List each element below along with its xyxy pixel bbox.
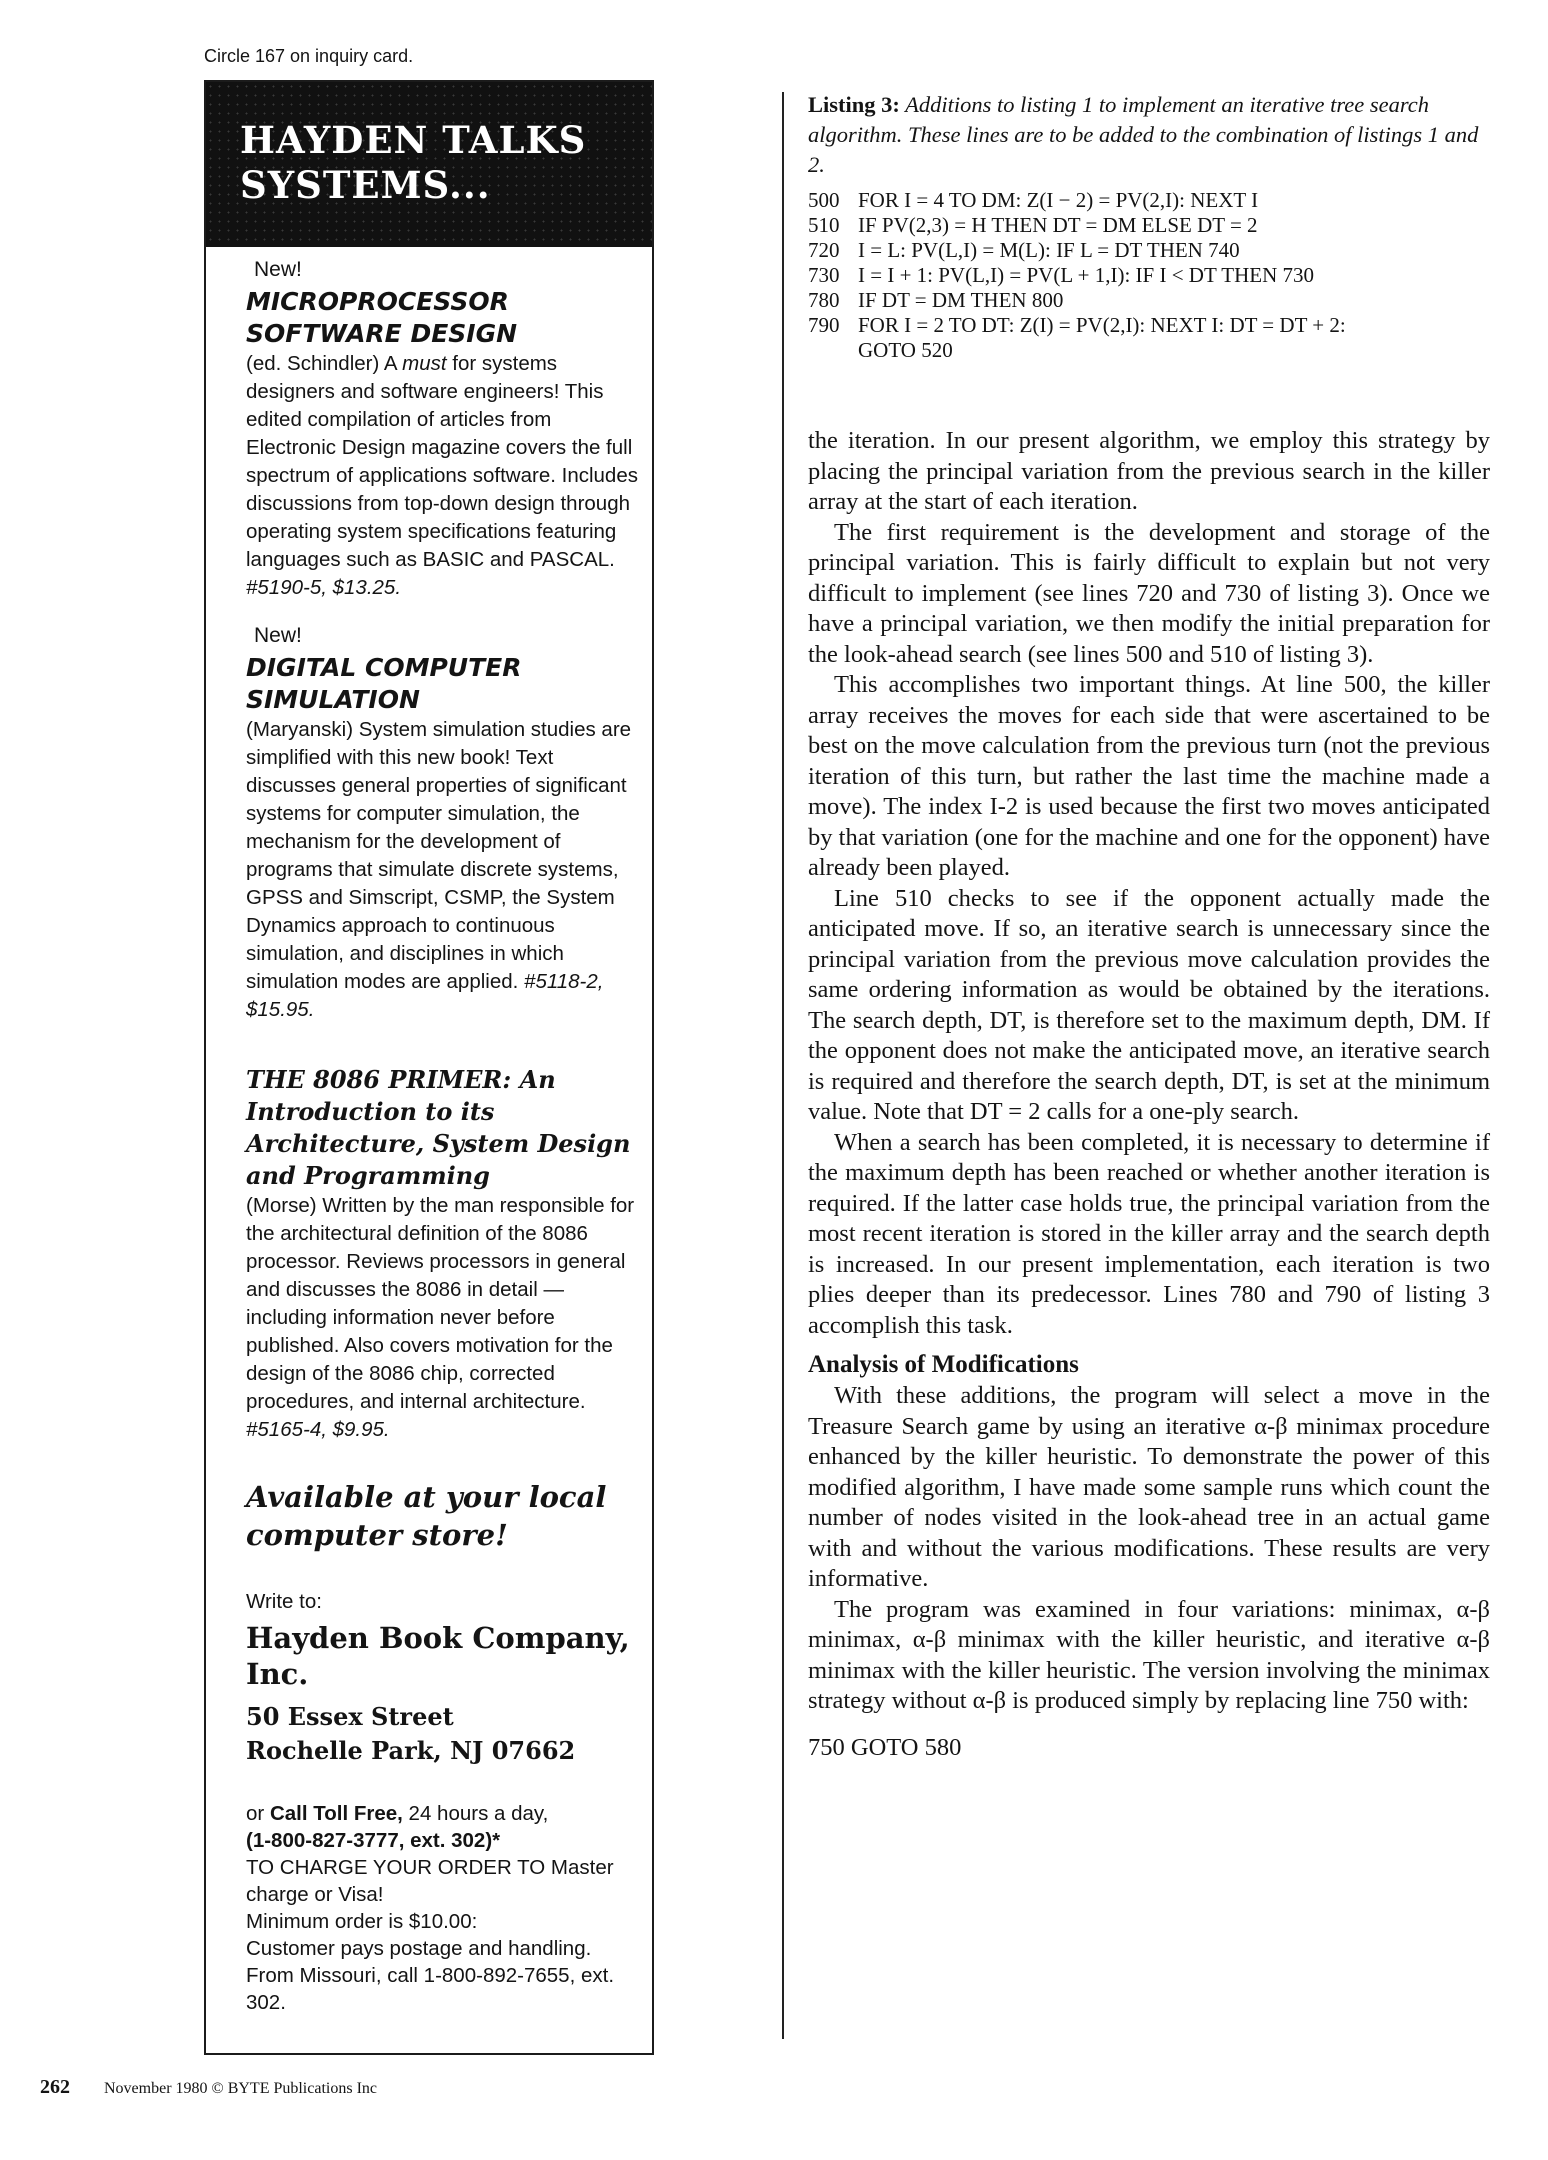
line-code: I = I + 1: PV(L,I) = PV(L + 1,I): IF I < DT THEN 730 <box>858 263 1315 287</box>
line-number: 790 <box>808 313 840 337</box>
book-description: (ed. Schindler) A must for systems designers and software engineers! This edited compilation of articles from Electronic Design magazine covers the full spectrum of applications software. Includes discussions from top-down design through operating system specifications featuring languages such as BASIC and PASCAL. #5190-5, $13.25. <box>246 352 638 599</box>
code-statement: 750 GOTO 580 <box>808 1733 962 1761</box>
code-line <box>808 188 1498 213</box>
book-description: (Morse) Written by the man responsible for the architectural definition of the 8086 processor. Reviews processors in general and discusses the 8086 in detail — including information never before published. Also covers motivation for the design of the 8086 chip, corrected procedures, and internal architecture. #5165-4, $9.95. <box>246 1194 635 1441</box>
line-number: 730 <box>808 263 840 287</box>
line-code: FOR I = 2 TO DT: Z(I) = PV(2,I): NEXT I: DT = DT + 2: <box>858 313 1346 337</box>
line-code: IF PV(2,3) = H THEN DT = DM ELSE DT = 2 <box>858 213 1258 237</box>
paragraph: the iteration. In our present algorithm, we employ this strategy by placing the principal variation from the previous search in the killer array at the start of each iteration. <box>808 427 1490 515</box>
book-8086-primer <box>246 1064 646 1444</box>
paragraph: Line 510 checks to see if the opponent actually made the anticipated move. If so, an iterative search is unnecessary since the principal variation from the previous move calculation provides the same ordering information as would be obtained by the iterations. The search depth, DT, is therefore set to the maximum depth, DM. If the opponent does not make the anticipated move, an iterative search is required and therefore the search depth, DT, is set at the minimum value. Note that DT = 2 calls for a one-ply search. <box>808 884 1490 1125</box>
inquiry-card-note: Circle 167 on inquiry card. <box>204 46 414 66</box>
new-label: New! <box>254 258 302 281</box>
book-microprocessor-software-design <box>246 258 646 602</box>
page-footer <box>40 2076 377 2099</box>
article-text <box>808 426 1490 1763</box>
line-code: IF DT = DM THEN 800 <box>858 288 1064 312</box>
order-info: or Call Toll Free, 24 hours a day, (1-800-827-3777, ext. 302)* TO CHARGE YOUR ORDER TO Master charge or Visa! Minimum order is $10.00: Customer pays postage and handling. From Missouri, call 1-800-892-7655, ext. 302. <box>246 1802 615 2014</box>
line-number: 720 <box>808 238 840 262</box>
book-price: #5190-5, $13.25. <box>246 576 402 599</box>
publisher-name: Hayden Book Company, Inc. <box>246 1621 630 1691</box>
code-line <box>808 313 1498 338</box>
paragraph: The program was examined in four variations: minimax, α-β minimax, α-β minimax with the killer heuristic, and iterative α-β minimax with the killer heuristic. The version involving the minimax strategy without α-β is produced simply by replacing line 750 with: <box>808 1595 1490 1714</box>
page-number: 262 <box>40 2076 70 2098</box>
ad-body <box>246 246 646 2016</box>
paragraph: When a search has been completed, it is necessary to determine if the maximum depth has been reached or whether another iteration is required. If the latter case holds true, the principal variation from the most recent iteration is stored in the killer array and the search depth is increased. In our present implementation, each iteration is two plies deeper than its predecessor. Lines 780 and 790 of listing 3 accomplish this task. <box>808 1128 1490 1339</box>
book-title: MICROPROCESSOR SOFTWARE DESIGN <box>246 287 518 348</box>
footer-credit: November 1980 © BYTE Publications Inc <box>104 2080 377 2097</box>
book-price: #5118-2, $15.95. <box>246 970 604 1021</box>
line-number: 510 <box>808 213 840 237</box>
book-title: DIGITAL COMPUTER SIMULATION <box>246 653 522 714</box>
code-line <box>808 263 1498 288</box>
book-digital-computer-simulation <box>246 624 646 1024</box>
write-to-label: Write to: <box>246 1590 322 1613</box>
paragraph: This accomplishes two important things. At line 500, the killer array receives the moves for each side that were ascertained to be best on the move calculation from the previous turn (not the previous iteration of this turn, but rather the last time the machine made a move). The index I-2 is used because the first two moves anticipated by that variation (one for the machine and one for the opponent) have already been played. <box>808 671 1490 881</box>
paragraph: With these additions, the program will select a move in the Treasure Search game by using an iterative α-β minimax procedure enhanced by the killer heuristic. To demonstrate the power of this modified algorithm, I have made some sample runs which count the number of nodes visited in the look-ahead tree in an actual game with and without the various modifications. These results are very informative. <box>808 1382 1490 1592</box>
toll-free-phone: (1-800-827-3777, ext. 302)* <box>246 1829 501 1852</box>
section-heading: Analysis of Modifications <box>808 1351 1079 1378</box>
availability-note: Available at your local computer store! <box>246 1480 607 1552</box>
code-line <box>808 238 1498 263</box>
line-code: FOR I = 4 TO DM: Z(I − 2) = PV(2,I): NEXT I <box>858 188 1259 212</box>
line-code: I = L: PV(L,I) = M(L): IF L = DT THEN 740 <box>858 238 1240 262</box>
code-continuation: GOTO 520 <box>858 338 953 362</box>
code-line <box>808 213 1498 238</box>
column-rule <box>782 92 784 2039</box>
code-listing <box>808 188 1498 363</box>
book-title: THE 8086 PRIMER: An Introduction to its Architecture, System Design and Programming <box>246 1065 631 1190</box>
code-line <box>808 288 1498 313</box>
paragraph: The first requirement is the development and storage of the principal variation. This is fairly difficult to explain but not very difficult to implement (see lines 720 and 730 of listing 3). Once we have a principal variation, we then modify the initial preparation for the look-ahead search (see lines 500 and 510 of listing 3). <box>808 518 1490 668</box>
publisher-address: 50 Essex Street Rochelle Park, NJ 07662 <box>246 1702 576 1765</box>
ad-headline: HAYDEN TALKS SYSTEMS... <box>240 118 587 207</box>
hayden-advertisement <box>204 80 654 2055</box>
book-price: #5165-4, $9.95. <box>246 1418 390 1441</box>
ad-header-banner <box>206 82 652 247</box>
line-number: 780 <box>808 288 840 312</box>
line-number: 500 <box>808 188 840 212</box>
listing-caption: Listing 3: Additions to listing 1 to implement an iterative tree search algorithm. These lines are to be added to the combination of listings 1 and 2. <box>808 92 1479 177</box>
book-description: (Maryanski) System simulation studies are simplified with this new book! Text discusses general properties of significant systems for computer simulation, the mechanism for the development of programs that simulate discrete systems, GPSS and Simscript, CSMP, the System Dynamics approach to continuous simulation, and disciplines in which simulation modes are applied. #5118-2, $15.95. <box>246 718 632 1021</box>
new-label: New! <box>254 624 302 647</box>
